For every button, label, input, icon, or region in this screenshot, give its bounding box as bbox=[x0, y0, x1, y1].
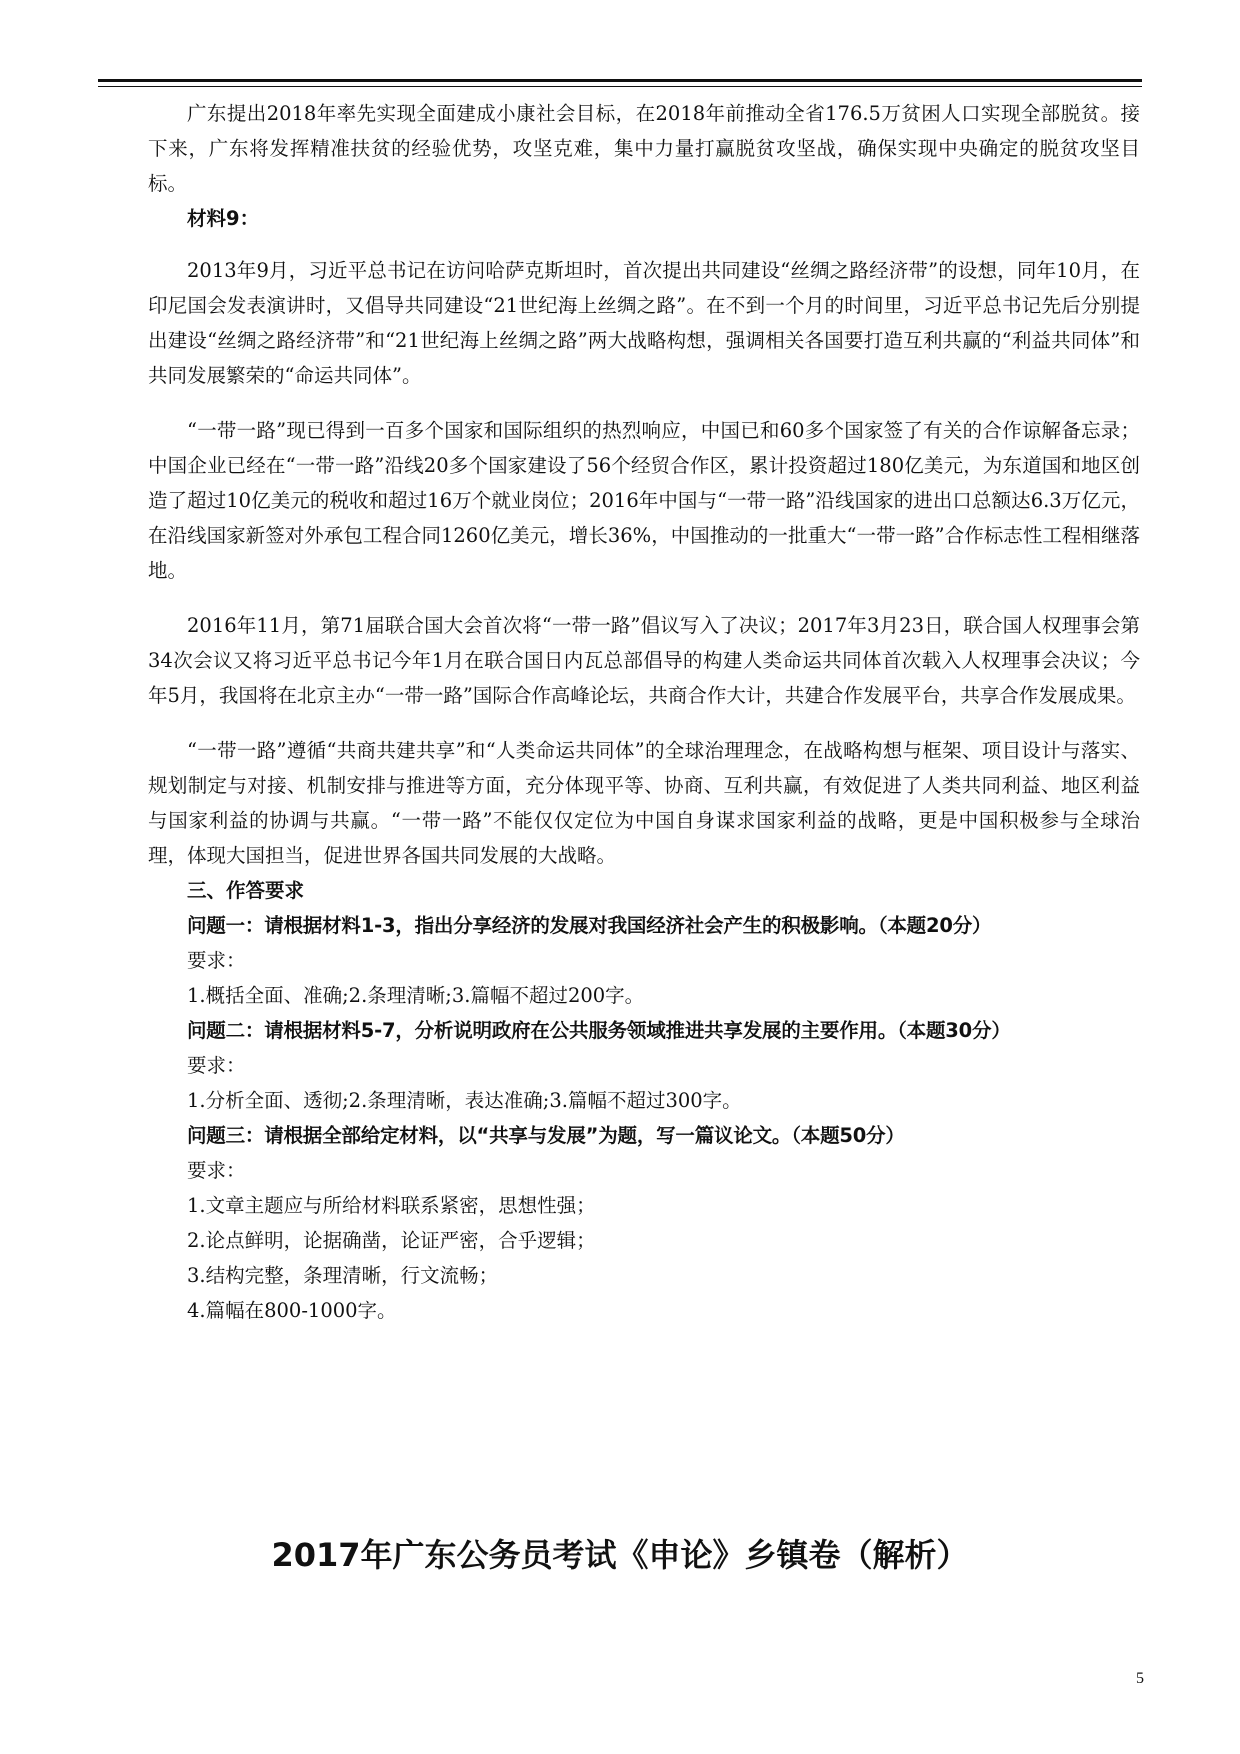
question-3-req-label: 要求： bbox=[187, 1159, 246, 1182]
material-9-label: 材料9： bbox=[187, 207, 260, 230]
question-3-requirement-2: 2.论点鲜明，论据确凿，论证严密，合乎逻辑； bbox=[187, 1229, 596, 1252]
section-three-heading: 三、作答要求 bbox=[187, 879, 305, 902]
question-2-requirement-1: 1.分析全面、透彻;2.条理清晰，表达准确;3.篇幅不超过300字。 bbox=[187, 1089, 742, 1112]
header-rule-thick bbox=[98, 79, 1142, 82]
question-2-title: 问题二：请根据材料5-7，分析说明政府在公共服务领域推进共享发展的主要作用。（本题30分） bbox=[187, 1019, 1011, 1042]
question-1-requirement-1: 1.概括全面、准确;2.条理清晰;3.篇幅不超过200字。 bbox=[187, 984, 645, 1007]
question-1-req-label: 要求： bbox=[187, 949, 246, 972]
intro-paragraph: 广东提出2018年率先实现全面建成小康社会目标，在2018年前推动全省176.5万贫困人口实现全部脱贫。接下来，广东将发挥精准扶贫的经验优势，攻坚克难，集中力量打赢脱贫攻坚战，确保实现中央确定的脱贫攻坚目标。 bbox=[148, 102, 1140, 195]
question-1-title: 问题一：请根据材料1-3，指出分享经济的发展对我国经济社会产生的积极影响。（本题20分） bbox=[187, 914, 992, 937]
material-9-paragraph-3: 2016年11月，第71届联合国大会首次将“一带一路”倡议写入了决议；2017年3月23日，联合国人权理事会第34次会议又将习近平总书记今年1月在联合国日内瓦总部倡导的构建人类命运共同体首次载入人权理事会决议；今年5月，我国将在北京主办“一带一路”国际合作高峰论坛，共商合作大计，共建合作发展平台，共享合作发展成果。 bbox=[148, 614, 1140, 707]
material-9-paragraph-2: “一带一路”现已得到一百多个国家和国际组织的热烈响应，中国已和60多个国家签了有关的合作谅解备忘录；中国企业已经在“一带一路”沿线20多个国家建设了56个经贸合作区，累计投资超过180亿美元，为东道国和地区创造了超过10亿美元的税收和超过16万个就业岗位；2016年中国与“一带一路”沿线国家的进出口总额达6.3万亿元，在沿线国家新签对外承包工程合同1260亿美元，增长36%，中国推动的一批重大“一带一路”合作标志性工程相继落地。 bbox=[148, 419, 1140, 582]
question-3-requirement-3: 3.结构完整，条理清晰，行文流畅； bbox=[187, 1264, 499, 1287]
header-rule-thin bbox=[98, 86, 1142, 87]
question-2-req-label: 要求： bbox=[187, 1054, 246, 1077]
page-number: 5 bbox=[1136, 1670, 1144, 1687]
material-9-paragraph-4: “一带一路”遵循“共商共建共享”和“人类命运共同体”的全球治理理念，在战略构想与框架、项目设计与落实、规划制定与对接、机制安排与推进等方面，充分体现平等、协商、互利共赢，有效促进了人类共同利益、地区利益与国家利益的协调与共赢。“一带一路”不能仅仅定位为中国自身谋求国家利益的战略，更是中国积极参与全球治理，体现大国担当，促进世界各国共同发展的大战略。 bbox=[148, 739, 1140, 867]
question-3-title: 问题三：请根据全部给定材料，以“共享与发展”为题，写一篇议论文。（本题50分） bbox=[187, 1124, 905, 1147]
question-3-requirement-1: 1.文章主题应与所给材料联系紧密，思想性强； bbox=[187, 1194, 596, 1217]
question-3-requirement-4: 4.篇幅在800-1000字。 bbox=[187, 1299, 397, 1322]
next-section-title: 2017年广东公务员考试《申论》乡镇卷（解析） bbox=[271, 1536, 969, 1574]
material-9-paragraph-1: 2013年9月，习近平总书记在访问哈萨克斯坦时，首次提出共同建设“丝绸之路经济带”的设想，同年10月，在印尼国会发表演讲时，又倡导共同建设“21世纪海上丝绸之路”。在不到一个月的时间里，习近平总书记先后分别提出建设“丝绸之路经济带”和“21世纪海上丝绸之路”两大战略构想，强调相关各国要打造互利共赢的“利益共同体”和共同发展繁荣的“命运共同体”。 bbox=[148, 259, 1140, 387]
page-content bbox=[148, 96, 1140, 1328]
